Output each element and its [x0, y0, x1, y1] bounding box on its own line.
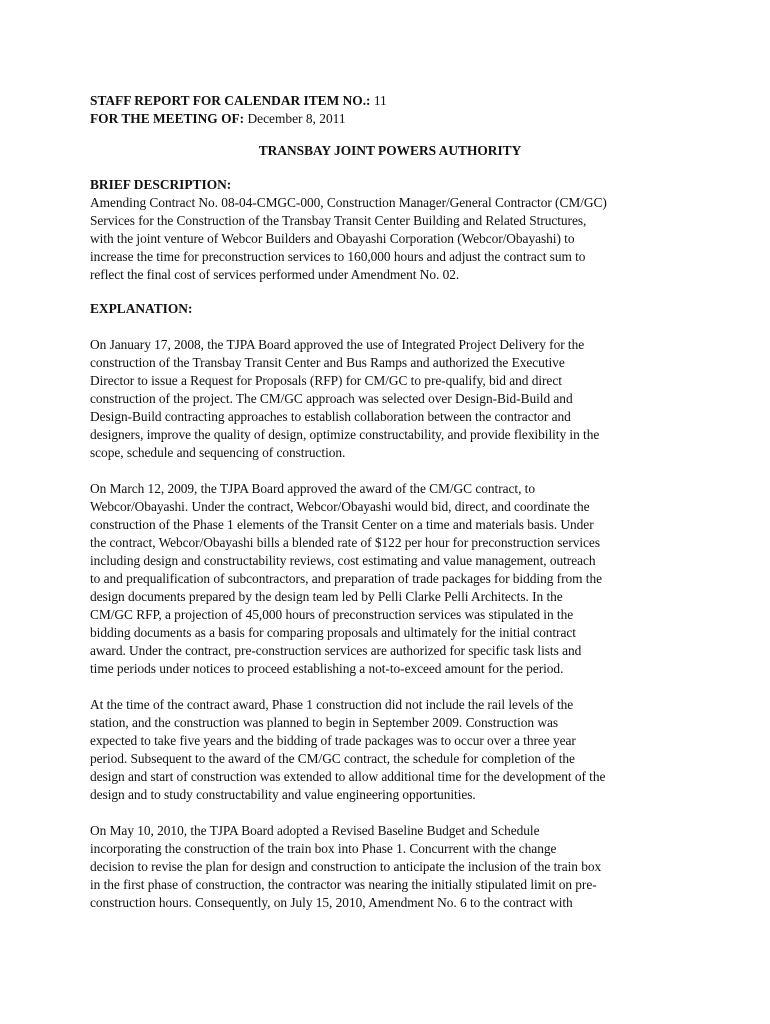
- text-line: Design-Build contracting approaches to establish collaboration between the contractor and: [90, 409, 571, 424]
- text-line: design documents prepared by the design team led by Pelli Clarke Pelli Architects. In the: [90, 589, 563, 604]
- explanation-paragraph-3: [90, 696, 690, 804]
- calendar-item-label: STAFF REPORT FOR CALENDAR ITEM NO.:: [90, 93, 371, 108]
- text-line: On January 17, 2008, the TJPA Board approved the use of Integrated Project Delivery for the: [90, 337, 585, 352]
- meeting-label: FOR THE MEETING OF:: [90, 111, 245, 126]
- text-line: bidding documents as a basis for comparing proposals and ultimately for the initial contract: [90, 625, 576, 640]
- text-line: expected to take five years and the bidding of trade packages was to occur over a three year: [90, 733, 576, 748]
- text-line: reflect the final cost of services performed under Amendment No. 02.: [90, 267, 460, 282]
- explanation-heading: EXPLANATION:: [90, 301, 193, 316]
- text-line: Webcor/Obayashi. Under the contract, Webcor/Obayashi would bid, direct, and coordinate the: [90, 499, 590, 514]
- text-line: construction hours. Consequently, on July 15, 2010, Amendment No. 6 to the contract with: [90, 895, 573, 910]
- text-line: design and to study constructability and value engineering opportunities.: [90, 787, 476, 802]
- brief-description-text: [90, 194, 690, 284]
- text-line: period. Subsequent to the award of the CM/GC contract, the schedule for completion of the: [90, 751, 575, 766]
- text-line: award. Under the contract, pre-construction services are authorized for specific task lists and: [90, 643, 582, 658]
- explanation-paragraph-2: [90, 480, 690, 678]
- explanation-paragraph-1: [90, 336, 690, 462]
- text-line: construction of the Phase 1 elements of the Transit Center on a time and materials basis. Under: [90, 517, 594, 532]
- text-line: scope, schedule and sequencing of construction.: [90, 445, 346, 460]
- text-line: station, and the construction was planned to begin in September 2009. Construction was: [90, 715, 559, 730]
- text-line: including design and constructability reviews, cost estimating and value management, outreach: [90, 553, 596, 568]
- document-page: [90, 92, 690, 912]
- text-line: design and start of construction was extended to allow additional time for the development of the: [90, 769, 606, 784]
- calendar-item-line: [90, 92, 690, 110]
- text-line: On May 10, 2010, the TJPA Board adopted a Revised Baseline Budget and Schedule: [90, 823, 540, 838]
- text-line: with the joint venture of Webcor Builders and Obayashi Corporation (Webcor/Obayashi) to: [90, 231, 575, 246]
- text-line: Amending Contract No. 08-04-CMGC-000, Construction Manager/General Contractor (CM/GC): [90, 195, 607, 210]
- text-line: increase the time for preconstruction services to 160,000 hours and adjust the contract sum to: [90, 249, 586, 264]
- brief-description-heading: BRIEF DESCRIPTION:: [90, 177, 232, 192]
- text-line: CM/GC RFP, a projection of 45,000 hours of preconstruction services was stipulated in the: [90, 607, 574, 622]
- text-line: to and prequalification of subcontractors, and preparation of trade packages for bidding from the: [90, 571, 602, 586]
- text-line: designers, improve the quality of design, optimize constructability, and provide flexibility in the: [90, 427, 600, 442]
- organization-title: TRANSBAY JOINT POWERS AUTHORITY: [258, 143, 522, 158]
- text-line: construction of the project. The CM/GC approach was selected over Design-Bid-Build and: [90, 391, 573, 406]
- calendar-item-value: 11: [373, 93, 387, 108]
- text-line: construction of the Transbay Transit Center and Bus Ramps and authorized the Executive: [90, 355, 565, 370]
- text-line: time periods under notices to proceed establishing a not-to-exceed amount for the period.: [90, 661, 564, 676]
- meeting-line: [90, 110, 690, 128]
- text-line: At the time of the contract award, Phase 1 construction did not include the rail levels of the: [90, 697, 574, 712]
- text-line: Services for the Construction of the Transbay Transit Center Building and Related Structures,: [90, 213, 587, 228]
- text-line: Director to issue a Request for Proposals (RFP) for CM/GC to pre-qualify, bid and direct: [90, 373, 562, 388]
- text-line: incorporating the construction of the train box into Phase 1. Concurrent with the change: [90, 841, 557, 856]
- text-line: decision to revise the plan for design and construction to anticipate the inclusion of the train box: [90, 859, 602, 874]
- meeting-date: December 8, 2011: [247, 111, 346, 126]
- text-line: On March 12, 2009, the TJPA Board approved the award of the CM/GC contract, to: [90, 481, 535, 496]
- text-line: the contract, Webcor/Obayashi bills a blended rate of $122 per hour for preconstruction services: [90, 535, 600, 550]
- text-line: in the first phase of construction, the contractor was nearing the initially stipulated limit on pre-: [90, 877, 597, 892]
- explanation-paragraph-4: [90, 822, 690, 912]
